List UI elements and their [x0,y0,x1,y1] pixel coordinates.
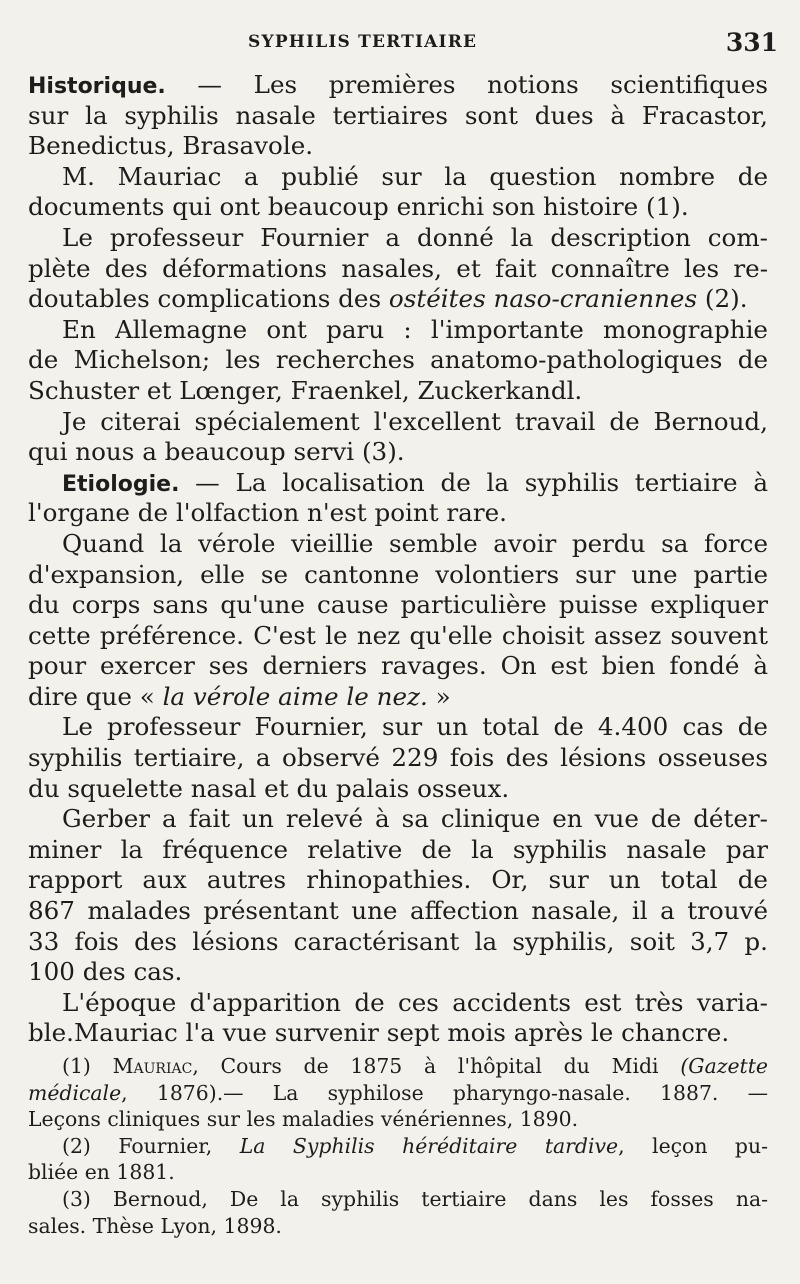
section-heading-historique: Historique. [28,74,166,99]
running-head [248,28,778,60]
text-line: miner la fréquence relative de la syphilis nasale par [28,834,768,864]
text-line: documents qui ont beaucoup enrichi son histoire (1). [28,192,689,222]
footnote-2: (2) Fournier, La Syphilis héréditaire tardive, leçon pu- [62,1133,769,1158]
footnotes [28,1053,768,1239]
footnote-3: (3) Bernoud, De la syphilis tertiaire dans les fosses na- [62,1186,768,1211]
text-line: Etiologie. — La localisation de la syphilis tertiaire à [62,467,768,497]
text-line: sur la syphilis nasale tertiaires sont dues à Fracastor, [28,100,768,130]
text-line: 867 malades présentant une affection nasale, il a trouvé [28,896,768,926]
text-line: de Michelson; les recherches anatomo-pathologiques de [28,345,768,375]
running-title: SYPHILIS TERTIAIRE [248,32,478,52]
text-line: plète des déformations nasales, et fait connaître les re- [28,253,768,283]
text-line: doutables complications des ostéites naso-craniennes (2). [28,284,748,314]
text-line: Schuster et Lœnger, Fraenkel, Zuckerkandl. [28,375,583,405]
text-line: En Allemagne ont paru : l'importante monographie [62,314,768,344]
text-line: du corps sans qu'une cause particulière puisse expliquer [28,590,768,620]
footnote-line: sales. Thèse Lyon, 1898. [28,1213,282,1238]
text-line: d'expansion, elle se cantonne volontiers sur une partie [28,559,768,589]
body-text [28,70,768,1049]
text-line: Historique. — Les premières notions scientifiques [28,70,768,99]
text-line: du squelette nasal et du palais osseux. [28,773,510,803]
author-name: Mauriac [112,1054,193,1078]
text-line: Le professeur Fournier a donné la description com- [62,222,768,252]
text-line: Benedictus, Brasavole. [28,131,314,161]
text-line: syphilis tertiaire, a observé 229 fois des lésions osseuses [28,743,768,773]
italic-phrase: ostéites naso-craniennes [388,284,698,314]
text-line: M. Mauriac a publié sur la question nombre de [62,161,768,191]
footnote-line: Leçons cliniques sur les maladies vénériennes, 1890. [28,1107,579,1132]
text-line: L'époque d'apparition de ces accidents est très varia- [62,987,768,1017]
text-line: 100 des cas. [28,957,183,987]
text-line: pour exercer ses derniers ravages. On est bien fondé à [28,651,768,681]
text-line: cette préférence. C'est le nez qu'elle choisit assez souvent [28,620,768,650]
text-line: Quand la vérole vieillie semble avoir perdu sa force [62,528,768,558]
text-line: Je citerai spécialement l'excellent travail de Bernoud, [62,406,768,436]
section-heading-etiologie: Etiologie. [62,471,180,497]
footnote-line: bliée en 1881. [28,1160,175,1185]
text-line: Le professeur Fournier, sur un total de 4.400 cas de [62,712,768,742]
footnote-line: médicale, 1876).— La syphilose pharyngo-nasale. 1887. — [28,1080,768,1105]
italic-phrase: la vérole aime le nez. [162,681,428,711]
text-line: Gerber a fait un relevé à sa clinique en vue de déter- [62,804,768,834]
text-line: ble.Mauriac l'a vue survenir sept mois après le chancre. [28,1018,730,1048]
page-number: 331 [725,28,778,57]
text-line: 33 fois des lésions caractérisant la syphilis, soit 3,7 p. [28,926,768,956]
footnote-1: (1) Mauriac, Cours de 1875 à l'hôpital du Midi (Gazette [62,1054,768,1078]
text-line: qui nous a beaucoup servi (3). [28,437,405,467]
text-line: dire que « la vérole aime le nez. » [28,681,451,711]
text-line: l'organe de l'olfaction n'est point rare. [28,498,507,528]
text-line: rapport aux autres rhinopathies. Or, sur un total de [28,865,768,895]
